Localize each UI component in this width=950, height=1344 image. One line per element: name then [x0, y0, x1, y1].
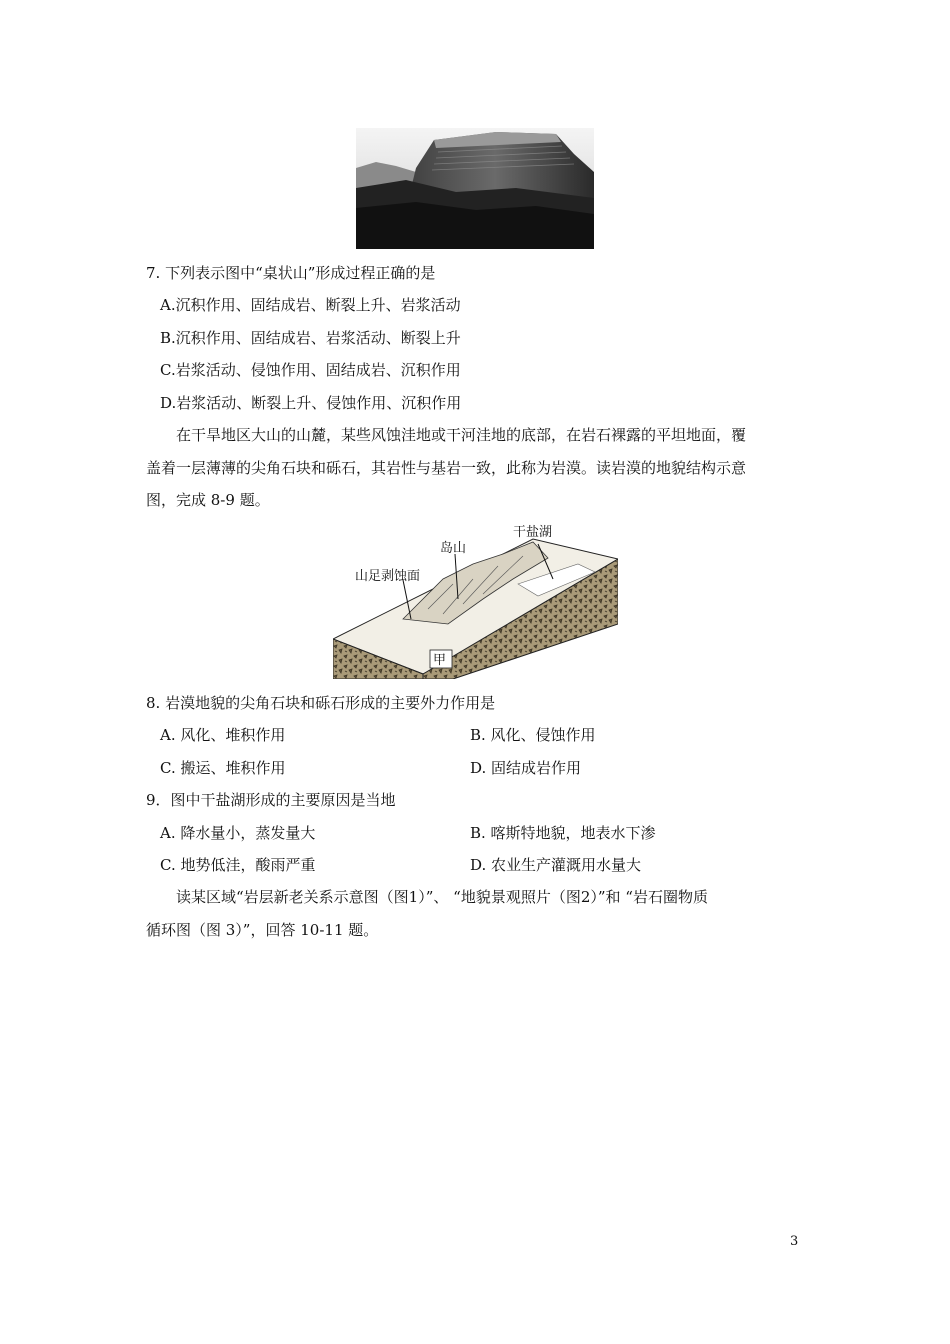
q9-option-a: A. 降水量小，蒸发量大	[160, 824, 316, 842]
q9-stem: 9．图中干盐湖形成的主要原因是当地	[146, 791, 396, 809]
intro-8-9-line3: 图，完成 8-9 题。	[146, 491, 270, 509]
rock-desert-diagram	[333, 524, 618, 679]
label-jia: 甲	[433, 653, 447, 668]
q7-stem: 7. 下列表示图中“桌状山”形成过程正确的是	[146, 264, 436, 282]
intro-8-9-line1: 在干旱地区大山的山麓，某些风蚀洼地或干河洼地的底部，在岩石裸露的平坦地面，覆	[176, 426, 747, 444]
q9-option-c: C. 地势低洼，酸雨严重	[160, 856, 316, 874]
q8-stem: 8. 岩漠地貌的尖角石块和砾石形成的主要外力作用是	[146, 694, 496, 712]
q7-option-a: A.沉积作用、固结成岩、断裂上升、岩浆活动	[160, 296, 461, 314]
label-salt-lake: 干盐湖	[513, 525, 553, 540]
label-pediment: 山足剥蚀面	[355, 569, 421, 584]
label-island-mountain: 岛山	[440, 541, 467, 556]
q7-option-b: B.沉积作用、固结成岩、岩浆活动、断裂上升	[160, 329, 461, 347]
table-mountain-photo	[356, 128, 594, 249]
intro-8-9-line2: 盖着一层薄薄的尖角石块和砾石，其岩性与基岩一致，此称为岩漠。读岩漠的地貌结构示意	[146, 459, 747, 477]
intro-10-11-line2: 循环图（图 3）”，回答 10-11 题。	[146, 921, 379, 939]
q7-option-c: C.岩浆活动、侵蚀作用、固结成岩、沉积作用	[160, 361, 461, 379]
q8-option-c: C. 搬运、堆积作用	[160, 759, 286, 777]
q7-option-d: D.岩浆活动、断裂上升、侵蚀作用、沉积作用	[160, 394, 462, 412]
page-number: 3	[790, 1234, 799, 1249]
q8-option-a: A. 风化、堆积作用	[160, 726, 286, 744]
q8-option-d: D. 固结成岩作用	[470, 759, 582, 777]
q8-option-b: B. 风化、侵蚀作用	[470, 726, 596, 744]
q9-option-d: D. 农业生产灌溉用水量大	[470, 856, 642, 874]
intro-10-11-line1: 读某区域“岩层新老关系示意图（图1）”、 “地貌景观照片（图2）”和 “岩石圈物质	[176, 888, 708, 906]
q9-option-b: B. 喀斯特地貌，地表水下渗	[470, 824, 656, 842]
